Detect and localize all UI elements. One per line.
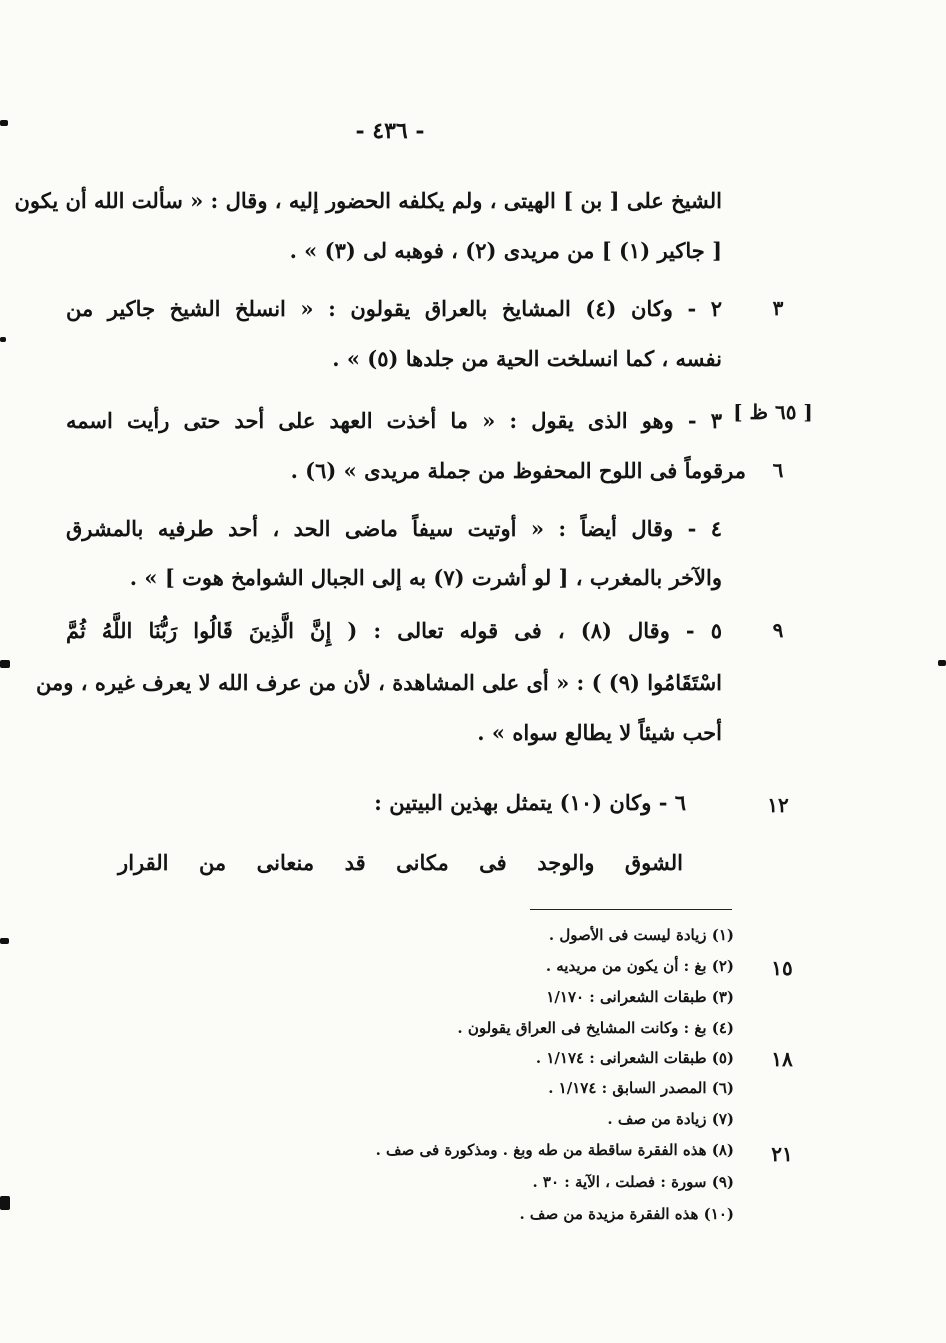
verse-line <box>118 850 683 875</box>
text-line: ٣ - وهو الذى يقول : « ما أخذت العهد على أحد حتى رأيت اسمه <box>66 408 722 433</box>
text-line: ٥ - وقال (٨) ، فى قوله تعالى : ( إِنَّ الَّذِينَ قَالُوا رَبُّنَا اللَّهُ ثُمَّ <box>66 618 723 643</box>
scan-mark <box>0 1196 10 1210</box>
text-line: ٢ - وكان (٤) المشايخ بالعراق يقولون : « انسلخ الشيخ جاكير من <box>66 296 723 321</box>
scan-mark <box>0 337 6 342</box>
text-line: أحب شيئاً لا يطالع سواه » . <box>477 720 722 745</box>
scan-mark <box>0 938 9 944</box>
verse-word: قد <box>344 850 366 875</box>
folio-marker: [ ٦٥ ظ ] <box>733 400 813 424</box>
footnote: (٨) هذه الفقرة ساقطة من طه وبغ . ومذكورة فى صف . <box>375 1141 734 1159</box>
verse-word: مكانى <box>396 850 449 875</box>
footnote: (٢) بغ : أن يكون من مريديه . <box>545 957 734 975</box>
verse-word: والوجد <box>537 850 595 875</box>
text-line: نفسه ، كما انسلخت الحية من جلدها (٥) » . <box>332 346 722 371</box>
footnote: (٩) سورة : فصلت ، الآية : ٣٠ . <box>532 1173 734 1191</box>
verse-word: القرار <box>118 850 169 875</box>
verse-word: الشوق <box>624 850 683 875</box>
line-number: ٣ <box>772 296 784 320</box>
line-number: ٩ <box>772 618 784 642</box>
footnote: (٤) بغ : وكانت المشايخ فى العراق يقولون . <box>457 1019 734 1037</box>
footnote: (١) زيادة ليست فى الأصول . <box>548 926 734 944</box>
text-line: [ جاكير (١) ] من مريدى (٢) ، فوهبه لى (٣) » . <box>289 238 722 263</box>
scan-mark <box>938 660 946 666</box>
text-line: ٦ - وكان (١٠) يتمثل بهذين البيتين : <box>374 790 686 815</box>
scan-mark <box>0 120 8 126</box>
text-line: اسْتَقَامُوا (٩) ) : « أى على المشاهدة ، لأن من عرف الله لا يعرف غيره ، ومن <box>36 670 722 695</box>
footnote-separator <box>530 909 732 910</box>
scan-mark <box>0 660 10 668</box>
verse-word: منعانى <box>256 850 315 875</box>
verse-word: فى <box>479 850 507 875</box>
footnote: (٣) طبقات الشعرانى : ١/١٧٠ <box>546 988 734 1006</box>
text-line: والآخر بالمغرب ، [ لو أشرت (٧) به إلى الجبال الشوامخ هوت ] » . <box>129 565 722 590</box>
line-number: ١٥ <box>771 956 793 980</box>
page-number: - ٤٣٦ - <box>355 118 425 144</box>
text-line: ٤ - وقال أيضاً : « أوتيت سيفاً ماضى الحد ، أحد طرفيه بالمشرق <box>66 516 723 541</box>
footnote: (٥) طبقات الشعرانى : ١/١٧٤ . <box>535 1049 734 1067</box>
verse-word: من <box>198 850 227 875</box>
footnote: (٧) زيادة من صف . <box>607 1110 734 1128</box>
line-number: ٢١ <box>771 1142 793 1166</box>
line-number: ١٨ <box>771 1047 793 1071</box>
line-number: ٦ <box>772 458 784 482</box>
footnote: (٦) المصدر السابق : ١/١٧٤ . <box>548 1079 734 1097</box>
text-line: الشيخ على [ بن ] الهيتى ، ولم يكلفه الحضور إليه ، وقال : « سألت الله أن يكون <box>14 188 722 213</box>
text-line: مرقوماً فى اللوح المحفوظ من جملة مريدى » (٦) . <box>290 458 746 483</box>
line-number: ١٢ <box>767 793 789 817</box>
footnote: (١٠) هذه الفقرة مزيدة من صف . <box>519 1205 734 1223</box>
